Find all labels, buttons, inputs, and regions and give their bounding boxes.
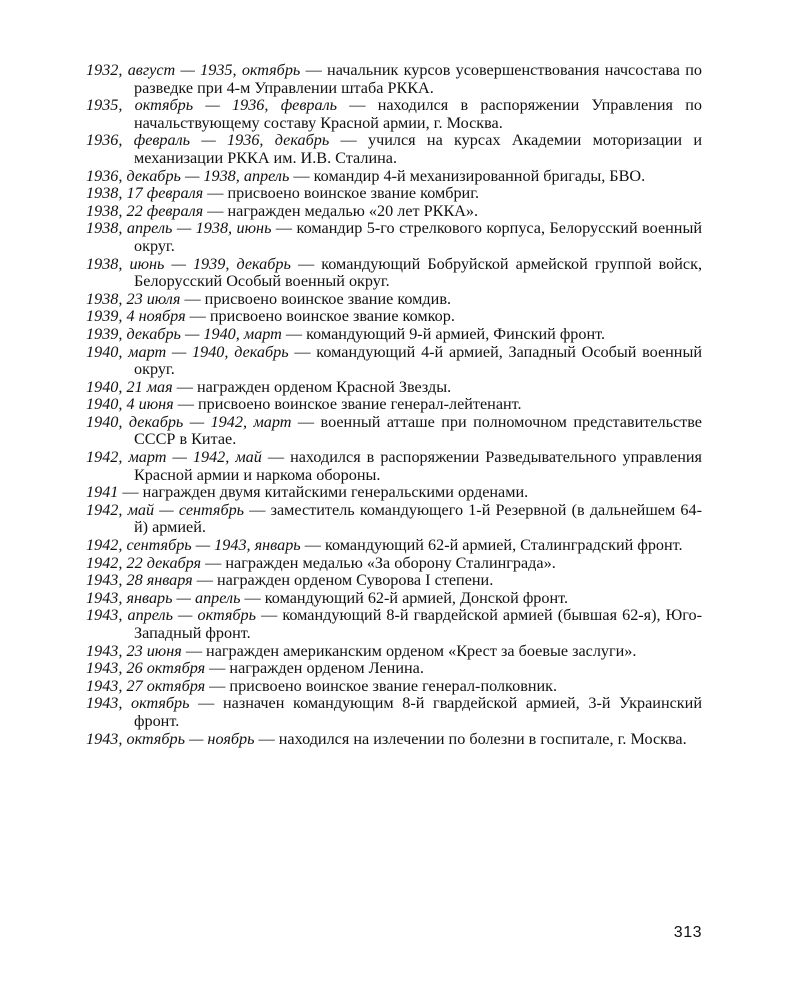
chronology-entry bbox=[86, 326, 702, 344]
chronology-entry bbox=[86, 308, 702, 326]
chronology-entry bbox=[86, 256, 702, 291]
chronology-entry bbox=[86, 168, 702, 186]
chronology-entry bbox=[86, 537, 702, 555]
entry-text: — награжден орденом Красной Звезды. bbox=[172, 377, 452, 396]
entry-date: 1939, 4 ноября bbox=[86, 307, 186, 326]
entry-date: 1943, октябрь bbox=[86, 694, 190, 713]
entry-date: 1935, октябрь — 1936, февраль bbox=[86, 96, 338, 115]
entry-date: 1943, 23 июня bbox=[86, 641, 182, 660]
chronology-entry bbox=[86, 396, 702, 414]
entry-text: — командующий 4-й армией, Западный Особый военный округ. bbox=[134, 342, 702, 379]
entry-date: 1938, 23 июля bbox=[86, 289, 181, 308]
chronology-entry bbox=[86, 62, 702, 97]
chronology-entry bbox=[86, 555, 702, 573]
chronology-entry bbox=[86, 220, 702, 255]
entry-date: 1943, 26 октября bbox=[86, 659, 206, 678]
entry-text: — командующий 62-й армией, Сталинградский фронт. bbox=[300, 536, 683, 555]
entry-text: — находился на излечении по болезни в госпитале, г. Москва. bbox=[254, 729, 687, 748]
entry-date: 1943, 27 октября bbox=[86, 676, 206, 695]
entry-text: — награжден двумя китайскими генеральскими орденами. bbox=[118, 483, 529, 502]
chronology-entry bbox=[86, 449, 702, 484]
entry-date: 1936, февраль — 1936, декабрь bbox=[86, 131, 330, 150]
entry-text: — находился в распоряжении Управления по начальствующему составу Красной армии, г. Москва. bbox=[134, 96, 702, 132]
entry-text: — награжден медалью «20 лет РККА». bbox=[203, 201, 479, 220]
chronology-entry bbox=[86, 731, 702, 749]
entry-date: 1940, 4 июня bbox=[86, 395, 174, 414]
entry-date: 1938, апрель — 1938, июнь bbox=[86, 219, 272, 238]
entry-text: — награжден медалью «За оборону Сталинграда». bbox=[201, 553, 556, 572]
entry-date: 1942, март — 1942, май bbox=[86, 448, 262, 467]
entry-text: — награжден американским орденом «Крест за боевые заслуги». bbox=[181, 641, 637, 660]
entry-date: 1940, декабрь — 1942, март bbox=[86, 412, 292, 431]
entry-text: — командир 4-й механизированной бригады, БВО. bbox=[289, 166, 646, 185]
entry-date: 1939, декабрь — 1940, март bbox=[86, 324, 282, 343]
entry-text: — командующий 8-й гвардейской армией (бывшая 62-я), Юго-Западный фронт. bbox=[134, 606, 702, 642]
entry-text: — учился на курсах Академии моторизации и механизации РККА им. И.В. Сталина. bbox=[134, 131, 702, 167]
entry-date: 1943, январь — апрель bbox=[86, 588, 241, 607]
entry-text: — находился в распоряжении Разведывательного управления Красной армии и наркома обороны. bbox=[134, 448, 702, 484]
chronology-entry bbox=[86, 678, 702, 696]
entry-date: 1940, 21 мая bbox=[86, 377, 173, 396]
entry-date: 1943, 28 января bbox=[86, 571, 193, 590]
entry-date: 1942, май — сентябрь bbox=[86, 500, 245, 519]
entry-text: — командующий Бобруйской армейской группой войск, Белорусский Особый военный округ. bbox=[134, 254, 702, 291]
chronology-entry bbox=[86, 379, 702, 397]
chronology-entry bbox=[86, 502, 702, 537]
entry-date: 1938, 22 февраля bbox=[86, 201, 204, 220]
entry-date: 1940, март — 1940, декабрь bbox=[86, 342, 289, 361]
entry-text: — присвоено воинское звание генерал-полковник. bbox=[205, 676, 558, 695]
chronology-entry bbox=[86, 643, 702, 661]
entry-date: 1932, август — 1935, октябрь bbox=[86, 61, 301, 79]
entry-text: — награжден орденом Суворова I степени. bbox=[192, 571, 494, 590]
chronology-entry bbox=[86, 97, 702, 132]
entry-date: 1938, 17 февраля bbox=[86, 184, 204, 203]
entry-text: — командующий 9-й армией, Финский фронт. bbox=[281, 324, 606, 343]
entry-date: 1943, апрель — октябрь bbox=[86, 606, 256, 625]
entry-text: — присвоено воинское звание комкор. bbox=[185, 307, 455, 326]
entry-date: 1942, сентябрь — 1943, январь bbox=[86, 536, 301, 555]
chronology-list bbox=[86, 62, 702, 748]
chronology-entry bbox=[86, 203, 702, 221]
page-number: 313 bbox=[673, 924, 702, 941]
chronology-entry bbox=[86, 132, 702, 167]
chronology-entry bbox=[86, 590, 702, 608]
entry-text: — начальник курсов усовершенствования начсостава по разведке при 4-м Управлении штаба РККА. bbox=[134, 61, 702, 97]
entry-text: — присвоено воинское звание генерал-лейтенант. bbox=[173, 395, 522, 414]
entry-text: — заместитель командующего 1-й Резервной (в дальнейшем 64-й) армией. bbox=[134, 500, 702, 537]
entry-text: — присвоено воинское звание комдив. bbox=[180, 289, 452, 308]
chronology-entry bbox=[86, 185, 702, 203]
chronology-entry bbox=[86, 695, 702, 730]
entry-date: 1941 bbox=[86, 483, 119, 502]
entry-date: 1938, июнь — 1939, декабрь bbox=[86, 254, 291, 273]
entry-date: 1936, декабрь — 1938, апрель bbox=[86, 166, 290, 185]
chronology-entry bbox=[86, 660, 702, 678]
entry-date: 1942, 22 декабря bbox=[86, 553, 202, 572]
entry-text: — военный атташе при полномочном представительстве СССР в Китае. bbox=[134, 412, 702, 449]
chronology-entry bbox=[86, 291, 702, 309]
chronology-entry bbox=[86, 414, 702, 449]
entry-text: — присвоено воинское звание комбриг. bbox=[203, 184, 480, 203]
entry-text: — командующий 62-й армией, Донской фронт. bbox=[240, 588, 569, 607]
entry-text: — назначен командующим 8-й гвардейской армией, 3-й Украинский фронт. bbox=[134, 694, 703, 730]
chronology-entry bbox=[86, 484, 702, 502]
chronology-entry bbox=[86, 344, 702, 379]
chronology-entry bbox=[86, 607, 702, 642]
entry-text: — командир 5-го стрелкового корпуса, Белорусский военный округ. bbox=[134, 219, 702, 255]
entry-text: — награжден орденом Ленина. bbox=[205, 659, 424, 678]
chronology-entry bbox=[86, 572, 702, 590]
entry-date: 1943, октябрь — ноябрь bbox=[86, 729, 255, 748]
